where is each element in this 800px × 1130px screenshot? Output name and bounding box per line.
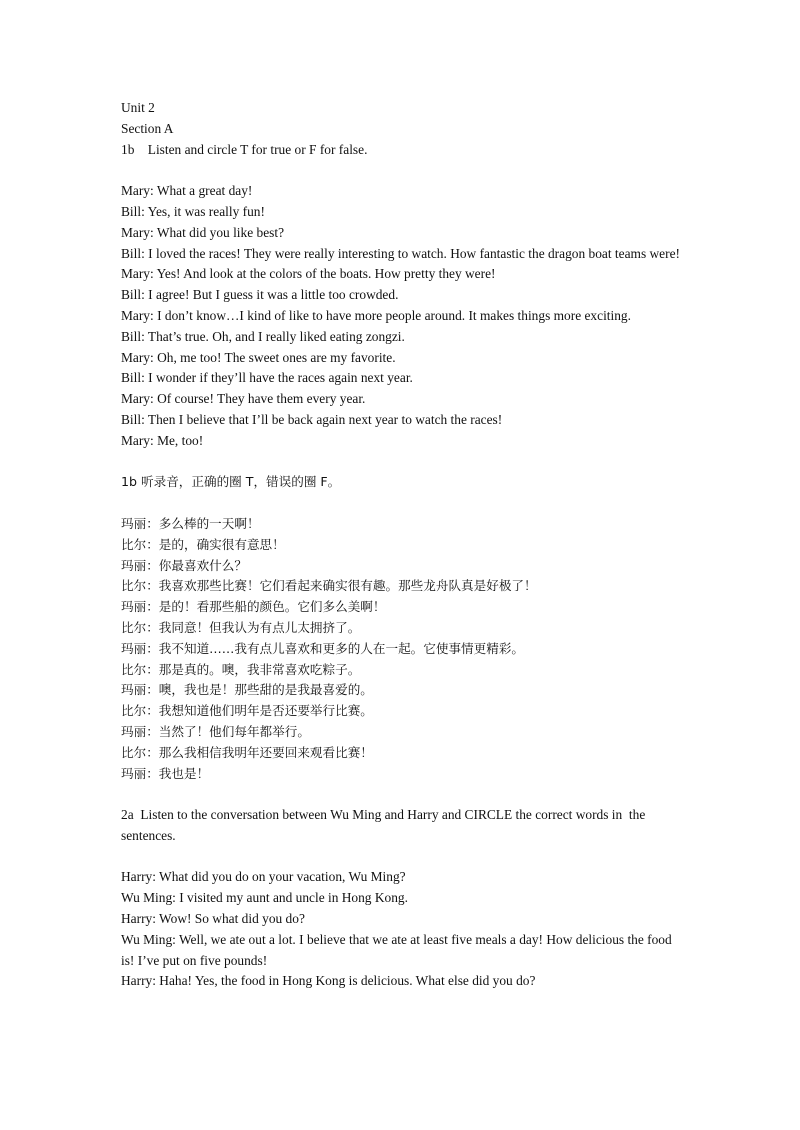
dialogue-line: Bill: I loved the races! They were really interesting to watch. How fantastic the dragon boat teams were! — [121, 245, 680, 261]
dialogue-line-cn: 比尔：我喜欢那些比赛！它们看起来确实很有趣。那些龙舟队真是好极了！ — [121, 578, 537, 594]
dialogue-line-cn: 玛丽：噢，我也是！那些甜的是我最喜爱的。 — [121, 682, 373, 698]
dialogue-line-cn: 玛丽：多么棒的一天啊！ — [121, 515, 260, 531]
task-1b-chinese-instruction: 1b 听录音，正确的圈 T，错误的圈 F。 — [121, 474, 341, 490]
task-2a-instruction: 2a Listen to the conversation between Wu Ming and Harry and CIRCLE the correct words in the sentences. — [121, 807, 649, 843]
dialogue-line: Mary: Oh, me too! The sweet ones are my favorite. — [121, 349, 396, 365]
dialogue-line-cn: 玛丽：你最喜欢什么？ — [121, 557, 247, 573]
dialogue-line: Mary: What a great day! — [121, 183, 253, 199]
dialogue-line: Mary: Me, too! — [121, 432, 204, 448]
dialogue-line: Wu Ming: Well, we ate out a lot. I believe that we ate at least five meals a day! How delicious the food is! I’ve put on five pounds! — [121, 931, 672, 968]
dialogue-line: Mary: What did you like best? — [121, 224, 285, 240]
task-1b-instruction: 1b Listen and circle T for true or F for false. — [121, 141, 368, 157]
dialogue-2a — [121, 867, 681, 992]
dialogue-line-cn: 玛丽：我也是！ — [121, 765, 210, 781]
spacer — [121, 452, 681, 473]
dialogue-line: Harry: Haha! Yes, the food in Hong Kong is delicious. What else did you do? — [121, 973, 536, 989]
unit-title: Unit 2 — [121, 100, 155, 115]
dialogue-line: Bill: Yes, it was really fun! — [121, 203, 265, 219]
dialogue-line-cn: 比尔：我同意！但我认为有点儿太拥挤了。 — [121, 619, 361, 635]
dialogue-line: Harry: Wow! So what did you do? — [121, 911, 305, 927]
dialogue-line: Bill: Then I believe that I’ll be back again next year to watch the races! — [121, 411, 503, 427]
dialogue-line: Wu Ming: I visited my aunt and uncle in Hong Kong. — [121, 890, 408, 906]
dialogue-line-cn: 玛丽：当然了！他们每年都举行。 — [121, 723, 310, 739]
document-page — [121, 98, 681, 992]
dialogue-line-cn: 比尔：那么我相信我明年还要回来观看比赛！ — [121, 744, 373, 760]
dialogue-line: Mary: I don’t know…I kind of like to have more people around. It makes things more exciting. — [121, 307, 631, 323]
dialogue-line: Mary: Yes! And look at the colors of the boats. How pretty they were! — [121, 266, 496, 282]
dialogue-1b-english — [121, 181, 681, 451]
dialogue-line-cn: 比尔：那是真的。噢，我非常喜欢吃粽子。 — [121, 661, 361, 677]
dialogue-line: Bill: I agree! But I guess it was a little too crowded. — [121, 287, 399, 303]
dialogue-1b-chinese — [121, 514, 681, 784]
dialogue-line: Mary: Of course! They have them every year. — [121, 391, 366, 407]
dialogue-line: Bill: That’s true. Oh, and I really liked eating zongzi. — [121, 328, 405, 344]
spacer — [121, 784, 681, 805]
dialogue-line: Harry: What did you do on your vacation, Wu Ming? — [121, 869, 406, 885]
dialogue-line-cn: 玛丽：我不知道……我有点儿喜欢和更多的人在一起。它使事情更精彩。 — [121, 640, 524, 656]
spacer — [121, 160, 681, 181]
dialogue-line-cn: 比尔：是的，确实很有意思！ — [121, 536, 285, 552]
spacer — [121, 847, 681, 868]
dialogue-line: Bill: I wonder if they’ll have the races again next year. — [121, 370, 413, 386]
section-title: Section A — [121, 120, 174, 136]
dialogue-line-cn: 比尔：我想知道他们明年是否还要举行比赛。 — [121, 703, 373, 719]
dialogue-line-cn: 玛丽：是的！看那些船的颜色。它们多么美啊！ — [121, 599, 386, 615]
spacer — [121, 493, 681, 514]
